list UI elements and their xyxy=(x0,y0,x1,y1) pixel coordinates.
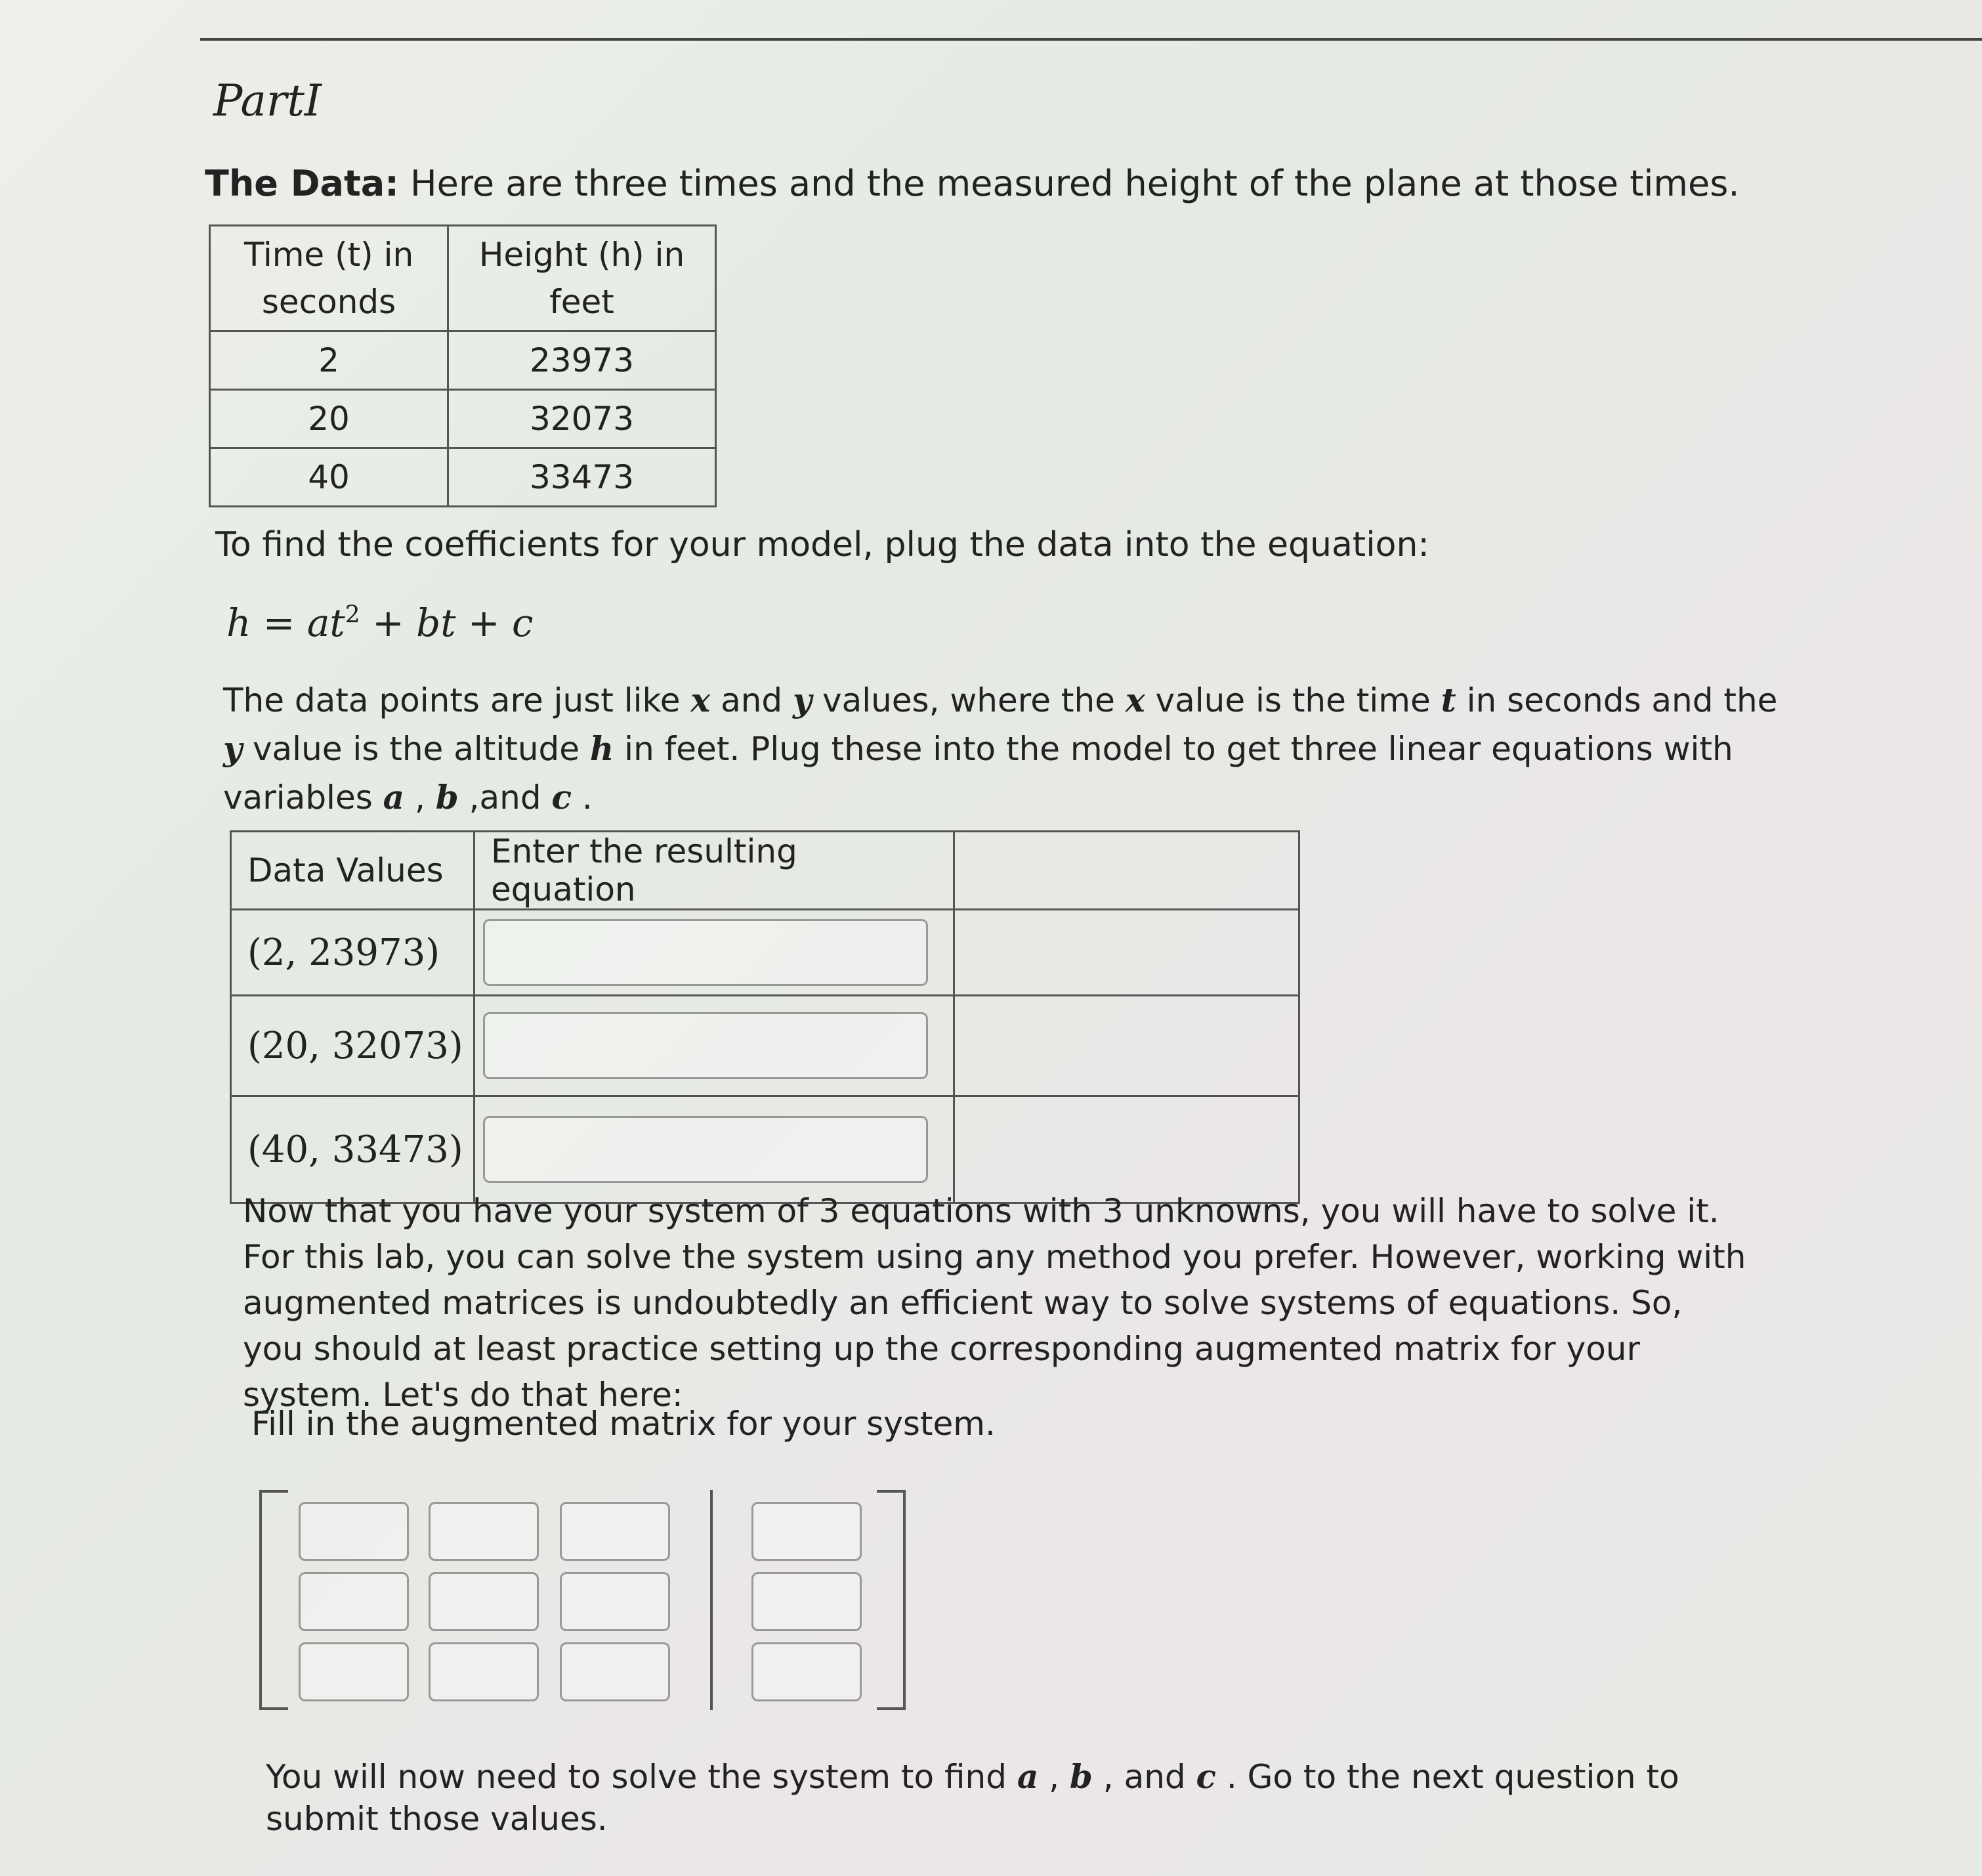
math-var: y xyxy=(793,681,812,719)
intro-text xyxy=(205,163,1740,204)
text-fragment: , xyxy=(1038,1758,1070,1796)
intro-label: The Data: xyxy=(205,163,399,204)
data-table-header-row xyxy=(210,226,716,331)
data-point: (20, 32073) xyxy=(231,996,474,1096)
matrix-coefficient-input[interactable] xyxy=(560,1502,670,1561)
data-table xyxy=(209,224,717,507)
equation-table xyxy=(230,830,1300,1204)
top-divider xyxy=(200,38,1982,41)
text-fragment: You will now need to solve the system to find xyxy=(266,1758,1017,1796)
text-fragment: values, where the xyxy=(812,681,1126,719)
empty-cell xyxy=(954,996,1299,1096)
equation-cell xyxy=(474,1096,954,1203)
text-fragment: , and xyxy=(1092,1758,1196,1796)
text-fragment: in feet. Plug these into the model to get three linear equations with variables xyxy=(223,730,1733,817)
text-fragment: . Go to the next question to submit those values. xyxy=(266,1758,1679,1838)
table-row xyxy=(210,448,716,507)
matrix-coefficient-input[interactable] xyxy=(429,1572,539,1631)
matrix-constant-input[interactable] xyxy=(751,1642,862,1701)
math-var: y xyxy=(223,729,243,768)
text-fragment: in seconds and the xyxy=(1456,681,1778,719)
empty-cell xyxy=(954,1096,1299,1203)
equation-table-header-row xyxy=(231,832,1299,910)
system-instructions: Now that you have your system of 3 equations with 3 unknowns, you will have to solve it. For this lab, you can solve the system using any method you prefer. However, working with augmented matrices is undoubtedly an efficient way to solve systems of equations. So, you should at least practice setting up the corresponding augmented matrix for your system. Let's do that here: xyxy=(243,1192,1746,1414)
formula-term2: bt xyxy=(416,601,456,645)
text-fragment: ,and xyxy=(458,778,552,817)
text-fragment: . xyxy=(571,778,593,817)
matrix-coefficient-input[interactable] xyxy=(429,1642,539,1701)
height-cell: 33473 xyxy=(448,448,716,507)
model-formula xyxy=(226,601,534,645)
formula-plus: + xyxy=(372,601,404,645)
equation-input[interactable] xyxy=(483,919,928,986)
matrix-coefficient-input[interactable] xyxy=(299,1502,409,1561)
time-cell: 20 xyxy=(210,390,448,448)
text-fragment: The data points are just like xyxy=(223,681,691,719)
formula-exponent: 2 xyxy=(345,601,360,629)
matrix-coefficient-input[interactable] xyxy=(560,1572,670,1631)
matrix-constant-input[interactable] xyxy=(751,1572,862,1631)
math-var: h xyxy=(589,729,614,768)
table-row xyxy=(231,910,1299,996)
equation-cell xyxy=(474,996,954,1096)
matrix-coefficient-input[interactable] xyxy=(429,1502,539,1561)
header-height: Height (h) in feet xyxy=(448,226,716,331)
text-fragment: , xyxy=(404,778,436,817)
part-title: PartI xyxy=(213,75,322,126)
math-var: x xyxy=(690,681,711,719)
math-var: x xyxy=(1125,681,1145,719)
header-time: Time (t) in seconds xyxy=(210,226,448,331)
math-var: a xyxy=(383,778,405,817)
header-empty xyxy=(954,832,1299,910)
header-data-values: Data Values xyxy=(231,832,474,910)
equation-input[interactable] xyxy=(483,1116,928,1183)
explanation-text xyxy=(223,676,1798,822)
final-instructions xyxy=(266,1756,1775,1840)
matrix-coefficient-input[interactable] xyxy=(560,1642,670,1701)
formula-term1: at xyxy=(306,601,345,645)
text-fragment: value is the time xyxy=(1145,681,1441,719)
header-resulting-equation: Enter the resulting equation xyxy=(474,832,954,910)
math-var: t xyxy=(1441,681,1456,719)
matrix-constant-input[interactable] xyxy=(751,1502,862,1561)
formula-lhs: h xyxy=(226,601,251,645)
matrix-left-bracket xyxy=(259,1490,288,1710)
empty-cell xyxy=(954,910,1299,996)
formula-equals: = xyxy=(263,601,295,645)
formula-term3: c xyxy=(512,601,534,645)
table-row xyxy=(210,331,716,390)
equation-cell xyxy=(474,910,954,996)
matrix-instruction: Fill in the augmented matrix for your system. xyxy=(251,1405,996,1443)
math-var: b xyxy=(1069,1757,1093,1796)
height-cell: 32073 xyxy=(448,390,716,448)
augment-divider xyxy=(710,1490,713,1710)
matrix-right-bracket xyxy=(877,1490,906,1710)
math-var: a xyxy=(1017,1757,1039,1796)
table-row xyxy=(231,1096,1299,1203)
instruction-text: To find the coefficients for your model, plug the data into the equation: xyxy=(215,525,1429,565)
math-var: c xyxy=(551,778,572,817)
math-var: c xyxy=(1196,1757,1216,1796)
matrix-coefficient-input[interactable] xyxy=(299,1642,409,1701)
time-cell: 2 xyxy=(210,331,448,390)
equation-input[interactable] xyxy=(483,1012,928,1079)
data-point: (40, 33473) xyxy=(231,1096,474,1203)
table-row xyxy=(210,390,716,448)
text-fragment: and xyxy=(710,681,793,719)
math-var: b xyxy=(435,778,459,817)
height-cell: 23973 xyxy=(448,331,716,390)
text-fragment: value is the altitude xyxy=(242,730,590,768)
table-row xyxy=(231,996,1299,1096)
formula-plus: + xyxy=(468,601,500,645)
time-cell: 40 xyxy=(210,448,448,507)
matrix-coefficient-input[interactable] xyxy=(299,1572,409,1631)
data-point: (2, 23973) xyxy=(231,910,474,996)
augmented-matrix xyxy=(259,1490,906,1710)
intro-body: Here are three times and the measured height of the plane at those times. xyxy=(398,163,1740,204)
